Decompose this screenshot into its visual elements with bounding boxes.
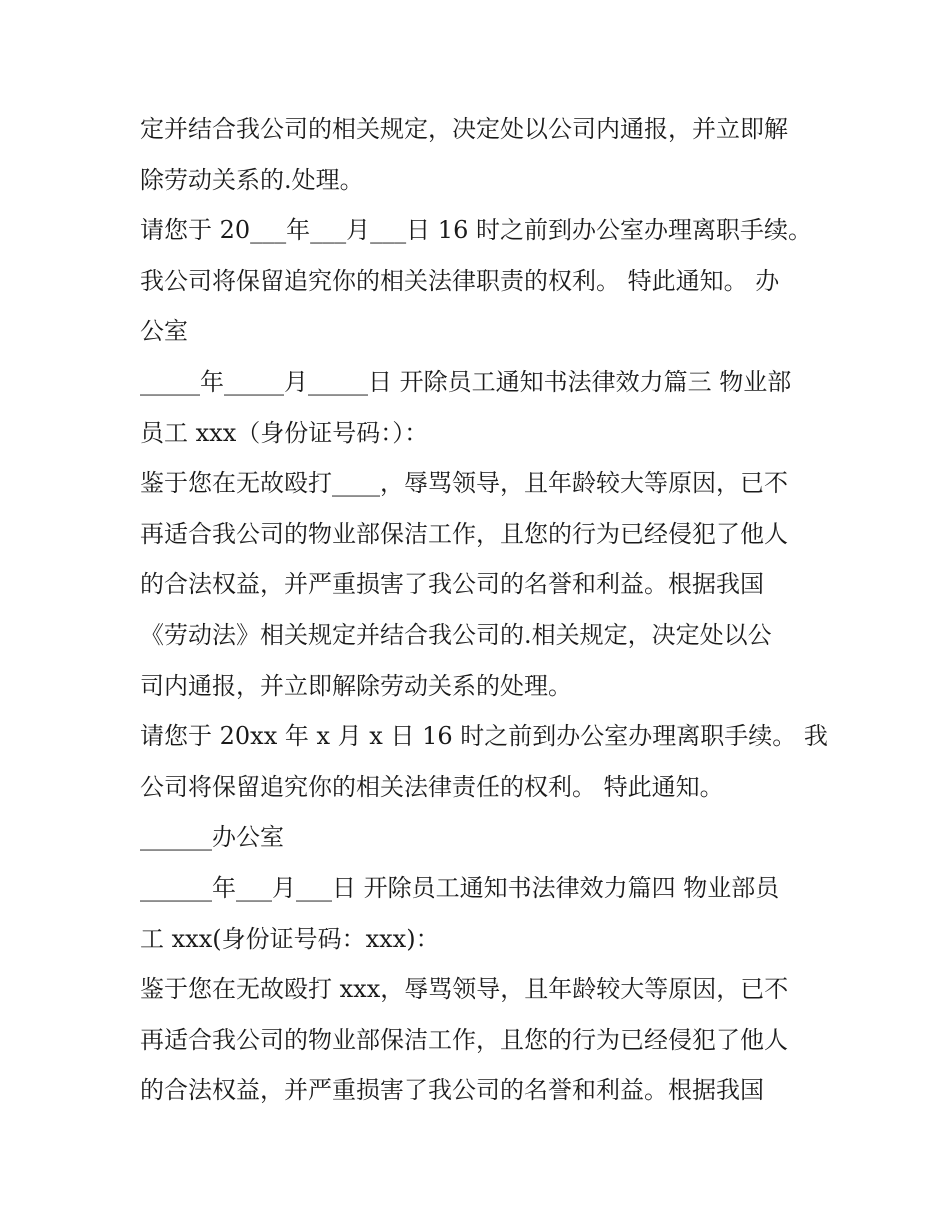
text-line: 鉴于您在无故殴打____，辱骂领导，且年龄较大等原因，已不 bbox=[140, 469, 788, 498]
text-line: ______年___月___日 开除员工通知书法律效力篇四 物业部员 bbox=[140, 873, 780, 902]
text-line: 的合法权益，并严重损害了我公司的名誉和利益。根据我国 bbox=[140, 570, 764, 599]
text-line: 鉴于您在无故殴打 xxx，辱骂领导，且年龄较大等原因，已不 bbox=[140, 975, 789, 1004]
text-line: 司内通报，并立即解除劳动关系的处理。 bbox=[140, 671, 572, 700]
text-line: _____年_____月_____日 开除员工通知书法律效力篇三 物业部 bbox=[140, 367, 792, 396]
text-line: 再适合我公司的物业部保洁工作，且您的行为已经侵犯了他人 bbox=[140, 1025, 788, 1054]
text-line: 再适合我公司的物业部保洁工作，且您的行为已经侵犯了他人 bbox=[140, 519, 788, 548]
document-text-body bbox=[140, 104, 828, 1116]
text-line: 定并结合我公司的相关规定，决定处以公司内通报，并立即解 bbox=[140, 115, 788, 143]
text-line: 请您于 20___年___月___日 16 时之前到办公室办理离职手续。 bbox=[140, 216, 812, 245]
text-line: 员工 xxx（身份证号码：）： bbox=[140, 418, 429, 447]
text-line: ______办公室 bbox=[140, 823, 284, 852]
text-line: 公司将保留追究你的相关法律责任的权利。 特此通知。 bbox=[140, 772, 724, 801]
text-line: 的合法权益，并严重损害了我公司的名誉和利益。根据我国 bbox=[140, 1076, 764, 1105]
text-line: 我公司将保留追究你的相关法律职责的权利。 特此通知。 办 bbox=[140, 266, 780, 295]
text-line: 《劳动法》相关规定并结合我公司的.相关规定，决定处以公 bbox=[140, 620, 772, 649]
text-line: 工 xxx(身份证号码：xxx)： bbox=[140, 924, 440, 953]
text-line: 公室 bbox=[140, 317, 188, 346]
text-line: 请您于 20xx 年 x 月 x 日 16 时之前到办公室办理离职手续。 我 bbox=[140, 722, 828, 751]
text-line: 除劳动关系的.处理。 bbox=[140, 165, 364, 194]
